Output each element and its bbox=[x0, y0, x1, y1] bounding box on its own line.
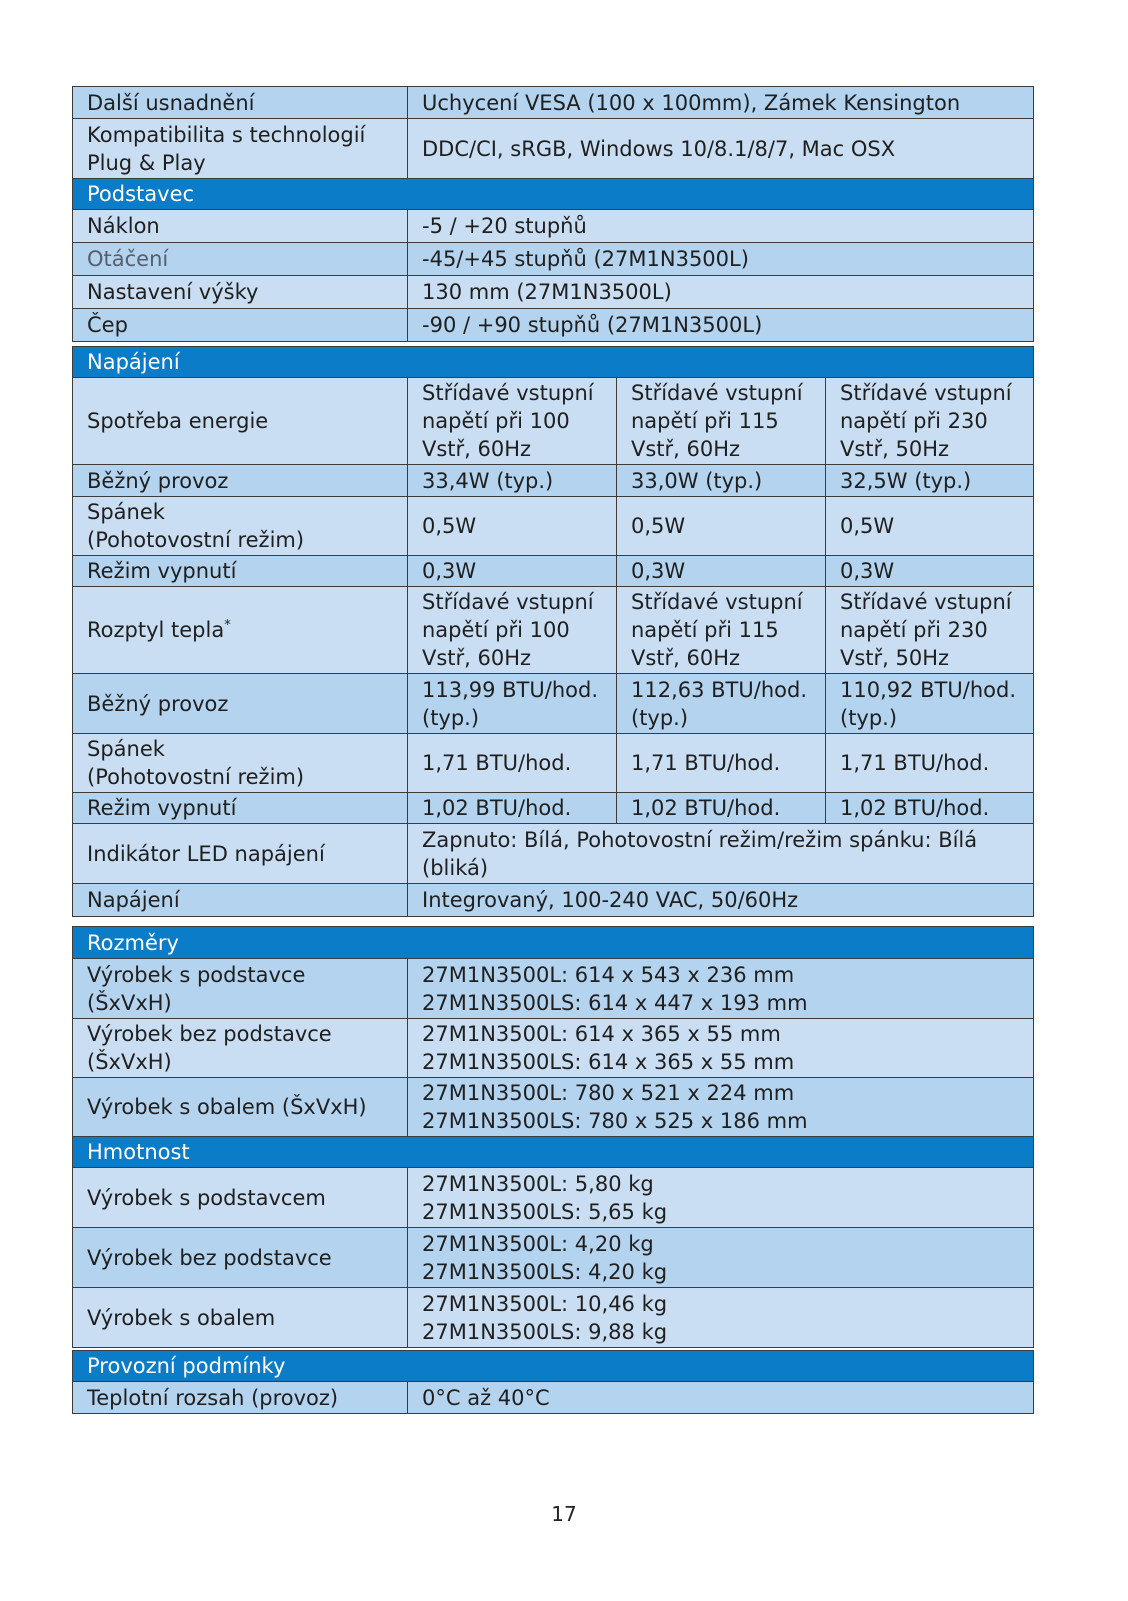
spec-table-general bbox=[72, 86, 1034, 342]
row-label: Běžný provoz bbox=[73, 465, 408, 497]
row-value: 27M1N3500L: 5,80 kg 27M1N3500LS: 5,65 kg bbox=[408, 1168, 1034, 1228]
section-title-power: Napájení bbox=[73, 347, 1034, 378]
table-row bbox=[73, 378, 1034, 465]
table-row bbox=[73, 210, 1034, 243]
row-label: Režim vypnutí bbox=[73, 793, 408, 824]
row-value: 27M1N3500L: 4,20 kg 27M1N3500LS: 4,20 kg bbox=[408, 1228, 1034, 1288]
row-value: -5 / +20 stupňů bbox=[408, 210, 1034, 243]
section-title-weight: Hmotnost bbox=[73, 1137, 1034, 1168]
row-value: Zapnuto: Bílá, Pohotovostní režim/režim spánku: Bílá (bliká) bbox=[408, 824, 1034, 884]
row-label: Náklon bbox=[73, 210, 408, 243]
section-header bbox=[73, 1137, 1034, 1168]
section-header bbox=[73, 347, 1034, 378]
section-title-stand: Podstavec bbox=[73, 179, 1034, 210]
row-value: 1,02 BTU/hod. bbox=[617, 793, 826, 824]
row-label: Spotřeba energie bbox=[73, 378, 408, 465]
row-value: 33,4W (typ.) bbox=[408, 465, 617, 497]
row-value: 112,63 BTU/hod. (typ.) bbox=[617, 674, 826, 734]
row-value: 0,3W bbox=[408, 556, 617, 587]
row-label: Výrobek s podstavce (ŠxVxH) bbox=[73, 959, 408, 1019]
column-header: Střídavé vstupní napětí při 115 Vstř, 60Hz bbox=[617, 378, 826, 465]
table-row bbox=[73, 497, 1034, 556]
row-label: Výrobek s obalem bbox=[73, 1288, 408, 1348]
section-header bbox=[73, 927, 1034, 959]
row-label: Indikátor LED napájení bbox=[73, 824, 408, 884]
table-row bbox=[73, 824, 1034, 884]
table-row bbox=[73, 276, 1034, 309]
page-number: 17 bbox=[551, 1502, 577, 1526]
row-value: DDC/CI, sRGB, Windows 10/8.1/8/7, Mac OSX bbox=[408, 119, 1034, 179]
spec-table-dimensions bbox=[72, 926, 1034, 1348]
row-label: Spánek (Pohotovostní režim) bbox=[73, 734, 408, 793]
table-row bbox=[73, 243, 1034, 276]
row-value: -90 / +90 stupňů (27M1N3500L) bbox=[408, 309, 1034, 342]
row-value: 0,3W bbox=[826, 556, 1034, 587]
row-value: Uchycení VESA (100 x 100mm), Zámek Kensington bbox=[408, 87, 1034, 119]
section-title-operating: Provozní podmínky bbox=[73, 1351, 1034, 1382]
table-row bbox=[73, 309, 1034, 342]
table-row bbox=[73, 587, 1034, 674]
table-row bbox=[73, 556, 1034, 587]
row-value: 0,5W bbox=[826, 497, 1034, 556]
row-value: 0°C až 40°C bbox=[408, 1382, 1034, 1414]
column-header: Střídavé vstupní napětí při 230 Vstř, 50Hz bbox=[826, 378, 1034, 465]
row-value: 110,92 BTU/hod. (typ.) bbox=[826, 674, 1034, 734]
row-label: Otáčení bbox=[73, 243, 408, 276]
row-label: Teplotní rozsah (provoz) bbox=[73, 1382, 408, 1414]
row-label: Kompatibilita s technologií Plug & Play bbox=[73, 119, 408, 179]
row-label: Výrobek s obalem (ŠxVxH) bbox=[73, 1078, 408, 1137]
row-label: Spánek (Pohotovostní režim) bbox=[73, 497, 408, 556]
row-label: Další usnadnění bbox=[73, 87, 408, 119]
row-label: Napájení bbox=[73, 884, 408, 917]
column-header: Střídavé vstupní napětí při 115 Vstř, 60Hz bbox=[617, 587, 826, 674]
table-row bbox=[73, 1019, 1034, 1078]
row-value: -45/+45 stupňů (27M1N3500L) bbox=[408, 243, 1034, 276]
row-label: Režim vypnutí bbox=[73, 556, 408, 587]
row-value: 1,71 BTU/hod. bbox=[408, 734, 617, 793]
spec-table-power bbox=[72, 346, 1034, 917]
row-value: 27M1N3500L: 10,46 kg 27M1N3500LS: 9,88 kg bbox=[408, 1288, 1034, 1348]
table-row bbox=[73, 793, 1034, 824]
row-value: 0,5W bbox=[617, 497, 826, 556]
row-value: 0,5W bbox=[408, 497, 617, 556]
row-value: 1,02 BTU/hod. bbox=[408, 793, 617, 824]
row-value: 0,3W bbox=[617, 556, 826, 587]
row-label: Výrobek bez podstavce bbox=[73, 1228, 408, 1288]
row-value: 27M1N3500L: 780 x 521 x 224 mm 27M1N3500LS: 780 x 525 x 186 mm bbox=[408, 1078, 1034, 1137]
table-row bbox=[73, 734, 1034, 793]
table-row bbox=[73, 959, 1034, 1019]
table-row bbox=[73, 1288, 1034, 1348]
footnote-asterisk: * bbox=[224, 618, 231, 633]
column-header: Střídavé vstupní napětí při 100 Vstř, 60Hz bbox=[408, 378, 617, 465]
table-row bbox=[73, 884, 1034, 917]
row-value: 27M1N3500L: 614 x 543 x 236 mm 27M1N3500LS: 614 x 447 x 193 mm bbox=[408, 959, 1034, 1019]
table-row bbox=[73, 465, 1034, 497]
row-label: Výrobek bez podstavce (ŠxVxH) bbox=[73, 1019, 408, 1078]
row-value: 27M1N3500L: 614 x 365 x 55 mm 27M1N3500LS: 614 x 365 x 55 mm bbox=[408, 1019, 1034, 1078]
row-label: Čep bbox=[73, 309, 408, 342]
section-header bbox=[73, 1351, 1034, 1382]
table-row bbox=[73, 119, 1034, 179]
table-row bbox=[73, 674, 1034, 734]
row-label: Běžný provoz bbox=[73, 674, 408, 734]
table-row bbox=[73, 1382, 1034, 1414]
table-row bbox=[73, 87, 1034, 119]
section-title-dimensions: Rozměry bbox=[73, 927, 1034, 959]
row-value: 1,71 BTU/hod. bbox=[826, 734, 1034, 793]
row-value: 130 mm (27M1N3500L) bbox=[408, 276, 1034, 309]
row-value: 1,71 BTU/hod. bbox=[617, 734, 826, 793]
column-header: Střídavé vstupní napětí při 230 Vstř, 50Hz bbox=[826, 587, 1034, 674]
row-value: 33,0W (typ.) bbox=[617, 465, 826, 497]
row-value: 32,5W (typ.) bbox=[826, 465, 1034, 497]
table-row bbox=[73, 1228, 1034, 1288]
table-row bbox=[73, 1078, 1034, 1137]
row-label: Nastavení výšky bbox=[73, 276, 408, 309]
row-label: Rozptyl tepla* bbox=[73, 587, 408, 674]
table-row bbox=[73, 1168, 1034, 1228]
row-value: 1,02 BTU/hod. bbox=[826, 793, 1034, 824]
column-header: Střídavé vstupní napětí při 100 Vstř, 60Hz bbox=[408, 587, 617, 674]
row-value: 113,99 BTU/hod. (typ.) bbox=[408, 674, 617, 734]
section-header bbox=[73, 179, 1034, 210]
spec-table-operating bbox=[72, 1350, 1034, 1414]
row-label: Výrobek s podstavcem bbox=[73, 1168, 408, 1228]
row-value: Integrovaný, 100-240 VAC, 50/60Hz bbox=[408, 884, 1034, 917]
